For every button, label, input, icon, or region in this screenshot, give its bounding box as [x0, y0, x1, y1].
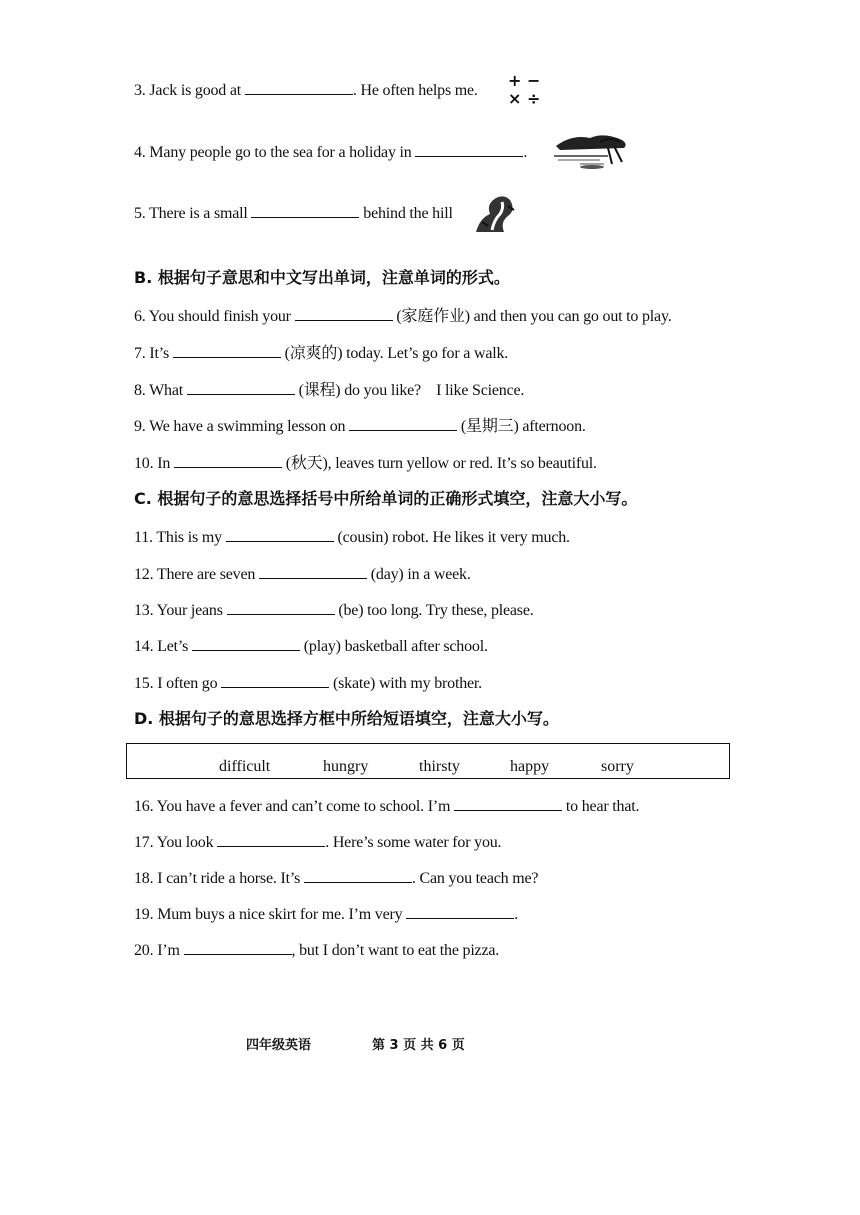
question-4-text-end: .	[523, 144, 528, 161]
question-9-text: 9. We have a swimming lesson on	[134, 418, 350, 435]
question-12-text: 12. There are seven	[134, 566, 259, 583]
question-5-text: 5. There is a small	[134, 205, 252, 222]
answer-blank[interactable]	[226, 527, 334, 542]
answer-blank[interactable]	[227, 600, 335, 615]
question-9	[134, 416, 586, 437]
word-bank-item: thirsty	[419, 758, 460, 775]
question-14-text: 14. Let’s	[134, 638, 192, 655]
question-15-text: 15. I often go	[134, 675, 222, 692]
question-3-text-end: . He often helps me.	[352, 82, 478, 99]
question-20	[134, 940, 499, 961]
question-11	[134, 527, 570, 548]
question-13-text: 13. Your jeans	[134, 602, 227, 619]
answer-blank[interactable]	[349, 416, 457, 431]
question-16-text: 16. You have a fever and can’t come to school. I’m	[134, 798, 455, 815]
question-14	[134, 636, 488, 657]
answer-blank[interactable]	[187, 380, 295, 395]
answer-blank[interactable]	[454, 796, 562, 811]
question-5-text-end: behind the hill	[359, 205, 453, 222]
word-bank-item: sorry	[601, 758, 634, 775]
question-6-text: 6. You should finish your	[134, 308, 295, 325]
answer-blank[interactable]	[192, 636, 300, 651]
answer-blank[interactable]	[251, 203, 359, 218]
answer-blank[interactable]	[184, 940, 292, 955]
question-13-text-end: (be) too long. Try these, please.	[334, 602, 534, 619]
answer-blank[interactable]	[415, 142, 523, 157]
answer-blank[interactable]	[174, 453, 282, 468]
answer-blank[interactable]	[173, 343, 281, 358]
question-16	[134, 796, 639, 817]
question-15-text-end: (skate) with my brother.	[329, 675, 482, 692]
section-c-heading: C. 根据句子的意思选择括号中所给单词的正确形式填空，注意大小写。	[134, 489, 638, 508]
question-18	[134, 868, 538, 889]
question-7-text-end: (凉爽的) today. Let’s go for a walk.	[280, 345, 509, 362]
footer-page-number: 第 3 页 共 6 页	[372, 1038, 465, 1053]
question-14-text-end: (play) basketball after school.	[300, 638, 488, 655]
section-d-heading: D. 根据句子的意思选择方框中所给短语填空，注意大小写。	[134, 709, 559, 728]
question-7	[134, 343, 508, 364]
question-3	[134, 80, 478, 101]
beach-scene-icon	[552, 128, 632, 170]
question-16-text-end: to hear that.	[562, 798, 640, 815]
answer-blank[interactable]	[221, 673, 329, 688]
question-19	[134, 904, 518, 925]
question-8	[134, 380, 524, 401]
question-17	[134, 832, 501, 853]
question-6	[134, 306, 672, 327]
question-18-text-end: . Can you teach me?	[411, 870, 539, 887]
question-20-text-end: , but I don’t want to eat the pizza.	[291, 942, 500, 959]
question-7-text: 7. It’s	[134, 345, 173, 362]
question-10	[134, 453, 597, 474]
answer-blank[interactable]	[217, 832, 325, 847]
answer-blank[interactable]	[259, 564, 367, 579]
question-11-text: 11. This is my	[134, 529, 226, 546]
answer-blank[interactable]	[245, 80, 353, 95]
question-4	[134, 142, 527, 163]
footer-subject: 四年级英语	[246, 1038, 312, 1053]
question-12-text-end: (day) in a week.	[366, 566, 471, 583]
question-9-text-end: (星期三) afternoon.	[457, 418, 586, 435]
question-10-text: 10. In	[134, 455, 174, 472]
question-6-text-end: (家庭作业) and then you can go out to play.	[392, 308, 672, 325]
question-5	[134, 203, 453, 224]
question-8-text: 8. What	[134, 382, 187, 399]
question-13	[134, 600, 534, 621]
word-bank-box	[126, 743, 730, 779]
question-12	[134, 564, 471, 585]
question-17-text: 17. You look	[134, 834, 218, 851]
question-11-text-end: (cousin) robot. He likes it very much.	[333, 529, 570, 546]
math-symbols-icon: + − × ÷	[508, 71, 541, 108]
question-19-text: 19. Mum buys a nice skirt for me. I’m very	[134, 906, 407, 923]
section-b-heading: B. 根据句子意思和中文写出单词，注意单词的形式。	[134, 268, 510, 287]
question-3-text: 3. Jack is good at	[134, 82, 245, 99]
word-bank-item: hungry	[323, 758, 369, 775]
answer-blank[interactable]	[304, 868, 412, 883]
question-18-text: 18. I can’t ride a horse. It’s	[134, 870, 304, 887]
question-8-text-end: (课程) do you like? I like Science.	[294, 382, 525, 399]
word-bank-item: happy	[510, 758, 550, 775]
river-icon	[470, 192, 520, 236]
question-4-text: 4. Many people go to the sea for a holiday in	[134, 144, 416, 161]
word-bank-item: difficult	[219, 758, 271, 775]
answer-blank[interactable]	[295, 306, 393, 321]
question-15	[134, 673, 482, 694]
question-20-text: 20. I’m	[134, 942, 184, 959]
question-19-text-end: .	[514, 906, 519, 923]
question-17-text-end: . Here’s some water for you.	[325, 834, 502, 851]
answer-blank[interactable]	[406, 904, 514, 919]
question-10-text-end: (秋天), leaves turn yellow or red. It’s so beautiful.	[281, 455, 597, 472]
